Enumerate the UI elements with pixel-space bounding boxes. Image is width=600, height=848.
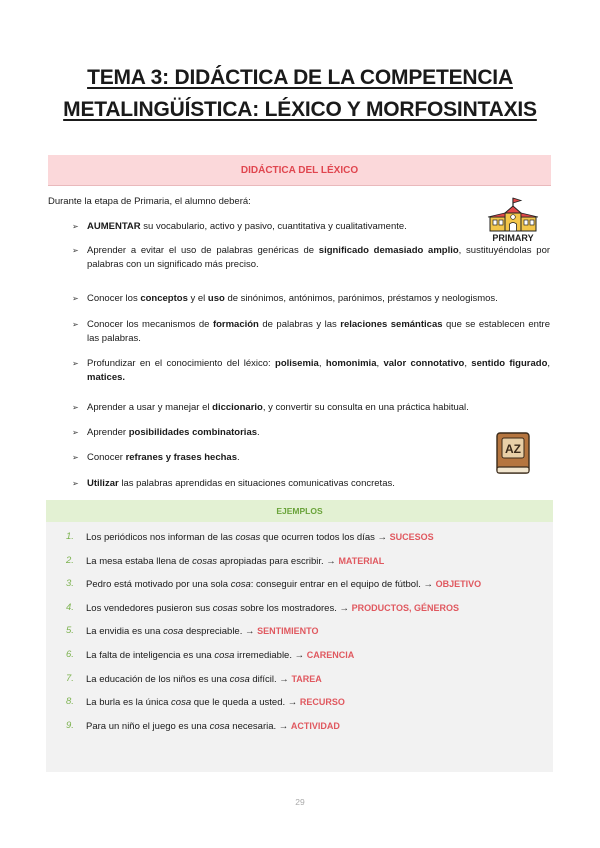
example-answer: OBJETIVO xyxy=(435,579,482,590)
examples-title: EJEMPLOS xyxy=(276,506,323,516)
example-answer: SUCESOS xyxy=(389,532,434,542)
list-item: ➢ Utilizar las palabras aprendidas en situaciones comunicativas concretas. xyxy=(72,478,395,489)
arrow-bullet-icon: ➢ xyxy=(72,359,79,368)
arrow-bullet-icon: ➢ xyxy=(72,246,79,255)
intro-text: Durante la etapa de Primaria, el alumno deberá: xyxy=(48,196,251,207)
arrow-bullet-icon: ➢ xyxy=(72,222,79,231)
example-answer: MATERIAL xyxy=(338,555,385,566)
list-item: ➢ Conocer los conceptos y el uso de sinónimos, antónimos, parónimos, préstamos y neologismos. xyxy=(72,293,498,304)
section-header-lexico xyxy=(48,155,551,186)
example-answer: TAREA xyxy=(291,673,322,684)
example-item: 6. La falta de inteligencia es una cosa irremediable. → CARENCIA xyxy=(66,648,355,661)
primary-label: PRIMARY xyxy=(492,233,534,243)
list-item: ➢ Aprender a usar y manejar el diccionario, y convertir su consulta en una práctica habitual. xyxy=(72,402,469,413)
example-answer: SENTIMIENTO xyxy=(257,626,319,637)
arrow-bullet-icon: ➢ xyxy=(72,294,79,303)
list-item: ➢ AUMENTAR su vocabulario, activo y pasivo, cuantitativa y cualitativamente. xyxy=(72,221,407,232)
arrow-bullet-icon: ➢ xyxy=(72,428,79,437)
example-item: 2. La mesa estaba llena de cosas apropiadas para escribir. → MATERIAL xyxy=(66,554,385,567)
example-item: 4. Los vendedores pusieron sus cosas sobre los mostradores. → PRODUCTOS, GÉNEROS xyxy=(66,601,459,614)
list-item: ➢ Conocer los mecanismos de formación de palabras y las relaciones semánticas que se establecen entre las palabras. xyxy=(72,319,550,344)
book-letters: AZ xyxy=(505,442,521,456)
section-title: DIDÁCTICA DEL LÉXICO xyxy=(240,164,359,176)
example-item: 9. Para un niño el juego es una cosa necesaria. → ACTIVIDAD xyxy=(66,719,340,732)
page-title xyxy=(0,62,600,126)
examples-list xyxy=(46,530,553,742)
arrow-bullet-icon: ➢ xyxy=(72,403,79,412)
example-item: 5. La envidia es una cosa despreciable. → SENTIMIENTO xyxy=(66,625,319,638)
examples-header xyxy=(46,500,553,522)
title-line-2: METALINGÜÍSTICA: LÉXICO Y MORFOSINTAXIS xyxy=(63,98,537,121)
arrow-bullet-icon: ➢ xyxy=(72,479,79,488)
example-item: 1. Los periódicos nos informan de las cosas que ocurren todos los días → SUCESOS xyxy=(66,531,434,543)
list-item: ➢ Aprender posibilidades combinatorias. xyxy=(72,427,260,438)
list-item: ➢ Conocer refranes y frases hechas. xyxy=(72,452,240,463)
example-item: 7. La educación de los niños es una cosa difícil. → TAREA xyxy=(66,672,322,685)
examples-panel xyxy=(46,500,553,772)
example-item: 3. Pedro está motivado por una sola cosa: conseguir entrar en el equipo de fútbol. → OBJETIVO xyxy=(66,578,482,591)
arrow-bullet-icon: ➢ xyxy=(72,320,79,329)
example-item: 8. La burla es la única cosa que le queda a usted. → RECURSO xyxy=(66,696,345,709)
title-line-1: TEMA 3: DIDÁCTICA DE LA COMPETENCIA xyxy=(87,66,513,89)
list-item: ➢ Aprender a evitar el uso de palabras genéricas de significado demasiado amplio, sustituyéndolas por palabras con un significado más preciso. xyxy=(72,245,551,270)
example-answer: RECURSO xyxy=(299,697,345,708)
arrow-bullet-icon: ➢ xyxy=(72,453,79,462)
example-answer: CARENCIA xyxy=(306,649,355,660)
example-answer: PRODUCTOS, GÉNEROS xyxy=(351,602,459,613)
learning-objectives-list xyxy=(72,220,550,497)
page-number: 29 xyxy=(295,797,305,807)
example-answer: ACTIVIDAD xyxy=(290,720,340,731)
list-item: ➢ Profundizar en el conocimiento del léxico: polisemia, homonimia, valor connotativo, sentido figurado, matices. xyxy=(72,358,551,383)
dictionary-book-icon xyxy=(494,430,534,476)
